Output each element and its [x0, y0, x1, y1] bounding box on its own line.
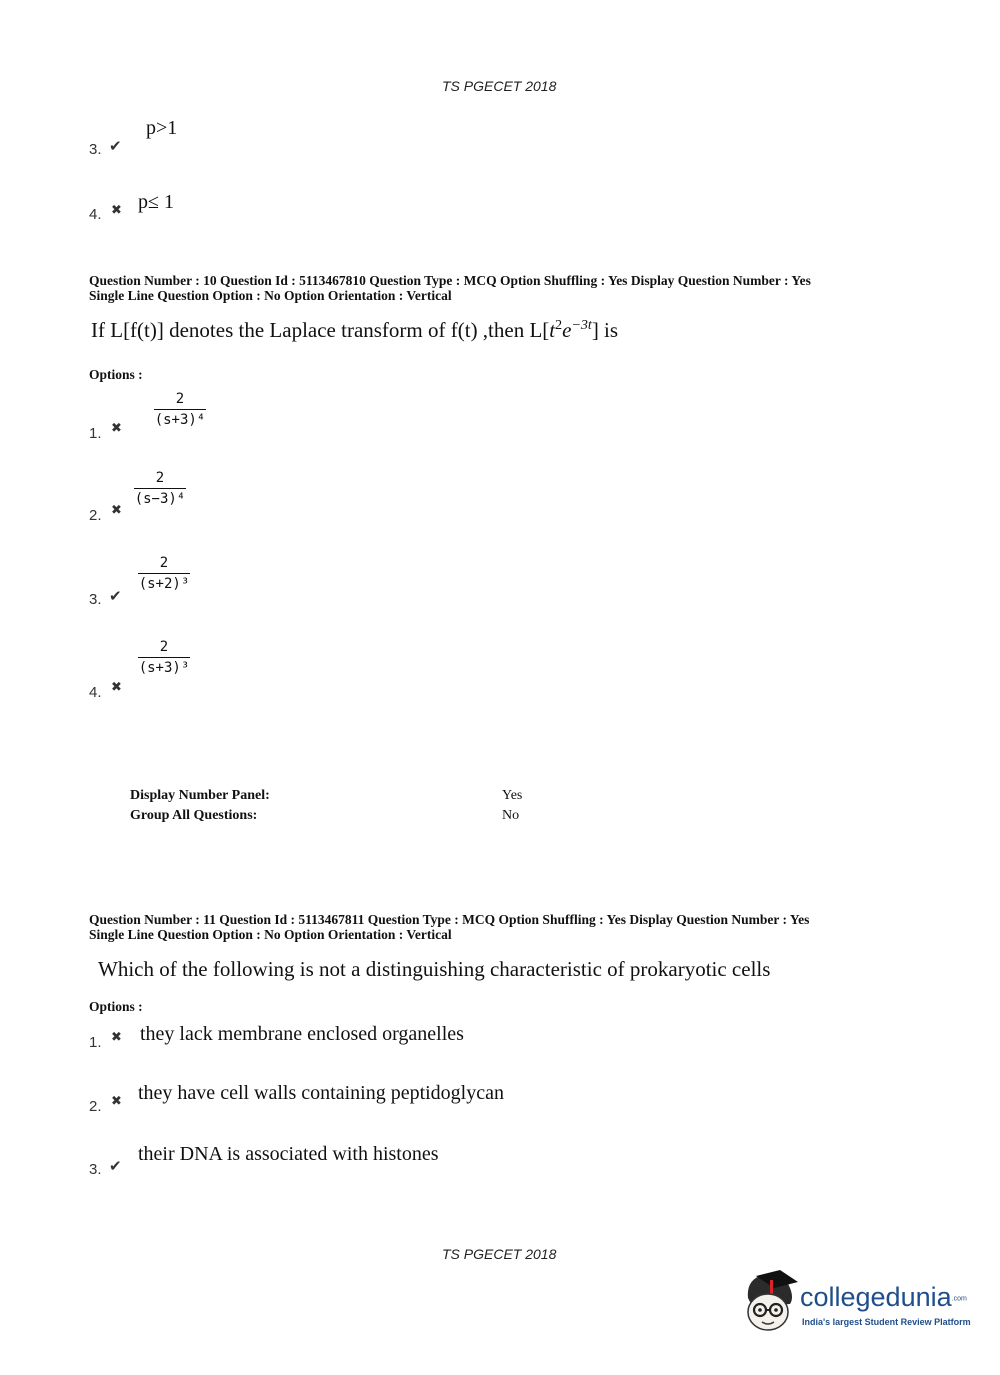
option-number: 3.	[89, 1161, 102, 1178]
logo-name: collegedunia	[800, 1282, 952, 1312]
fraction	[154, 391, 206, 428]
denominator: (s+2)³	[138, 576, 190, 592]
options-label: Options :	[89, 999, 143, 1014]
logo-suffix: .com	[951, 1295, 967, 1303]
question-text: Which of the following is not a distinguishing characteristic of prokaryotic cells	[98, 957, 771, 981]
question-text-prefix: If L[f(t)] denotes the Laplace transform of f(t) ,then L[	[91, 318, 550, 342]
numerator: 2	[175, 391, 185, 407]
fraction	[138, 639, 190, 676]
option-text: they have cell walls containing peptidoglycan	[138, 1082, 504, 1104]
denominator: (s+3)⁴	[154, 412, 206, 428]
option-number: 3.	[89, 141, 102, 158]
correct-check-icon: ✔	[109, 1157, 122, 1175]
mascot-icon	[740, 1268, 800, 1338]
wrong-cross-icon: ✖	[111, 1030, 122, 1045]
option-text: p>1	[146, 117, 178, 139]
collegedunia-logo	[740, 1268, 980, 1338]
question-meta-line: Single Line Question Option : No Option Orientation : Vertical	[89, 927, 452, 942]
numerator: 2	[159, 639, 169, 655]
question-meta	[89, 273, 811, 303]
option-text: their DNA is associated with histones	[138, 1143, 439, 1165]
wrong-cross-icon: ✖	[111, 1094, 122, 1109]
math-var: e	[562, 318, 572, 342]
question-meta-line: Question Number : 11 Question Id : 5113467811 Question Type : MCQ Option Shuffling : Yes Display Question Number : Yes	[89, 912, 810, 927]
numerator: 2	[159, 555, 169, 571]
denominator: (s−3)⁴	[134, 491, 186, 507]
wrong-cross-icon: ✖	[111, 680, 122, 695]
logo-tagline: India's largest Student Review Platform	[802, 1317, 971, 1327]
question-text	[91, 318, 618, 343]
panel-value: Yes	[502, 788, 523, 803]
math-var: t	[549, 318, 556, 342]
page-footer: TS PGECET 2018	[442, 1246, 557, 1262]
option-number: 2.	[89, 507, 102, 524]
math-sup: −3t	[571, 318, 592, 333]
fraction	[134, 470, 186, 507]
numerator: 2	[155, 470, 165, 486]
option-number: 3.	[89, 591, 102, 608]
option-text: p≤ 1	[138, 191, 174, 213]
wrong-cross-icon: ✖	[111, 203, 122, 218]
fraction	[138, 555, 190, 592]
panel-row	[130, 788, 270, 804]
panel-label: Display Number Panel:	[130, 788, 270, 803]
denominator: (s+3)³	[138, 660, 190, 676]
panel-row	[130, 808, 257, 824]
math-sup: 2	[555, 318, 563, 333]
option-number: 1.	[89, 1034, 102, 1051]
option-number: 2.	[89, 1098, 102, 1115]
question-meta-line: Single Line Question Option : No Option Orientation : Vertical	[89, 288, 452, 303]
question-meta-line: Question Number : 10 Question Id : 5113467810 Question Type : MCQ Option Shuffling : Yes Display Question Number : Yes	[89, 273, 811, 288]
panel-label: Group All Questions:	[130, 808, 258, 823]
correct-check-icon: ✔	[109, 587, 122, 605]
wrong-cross-icon: ✖	[111, 421, 122, 436]
option-number: 4.	[89, 206, 102, 223]
wrong-cross-icon: ✖	[111, 503, 122, 518]
page-header: TS PGECET 2018	[442, 78, 557, 94]
option-number: 4.	[89, 684, 102, 701]
panel-value: No	[502, 808, 520, 823]
option-text: they lack membrane enclosed organelles	[140, 1023, 464, 1045]
correct-check-icon: ✔	[109, 137, 122, 155]
options-label: Options :	[89, 367, 143, 382]
option-number: 1.	[89, 425, 102, 442]
math-expression	[549, 318, 592, 342]
logo-wordmark	[800, 1282, 967, 1313]
question-text-suffix: ] is	[591, 318, 619, 342]
question-meta	[89, 912, 809, 942]
